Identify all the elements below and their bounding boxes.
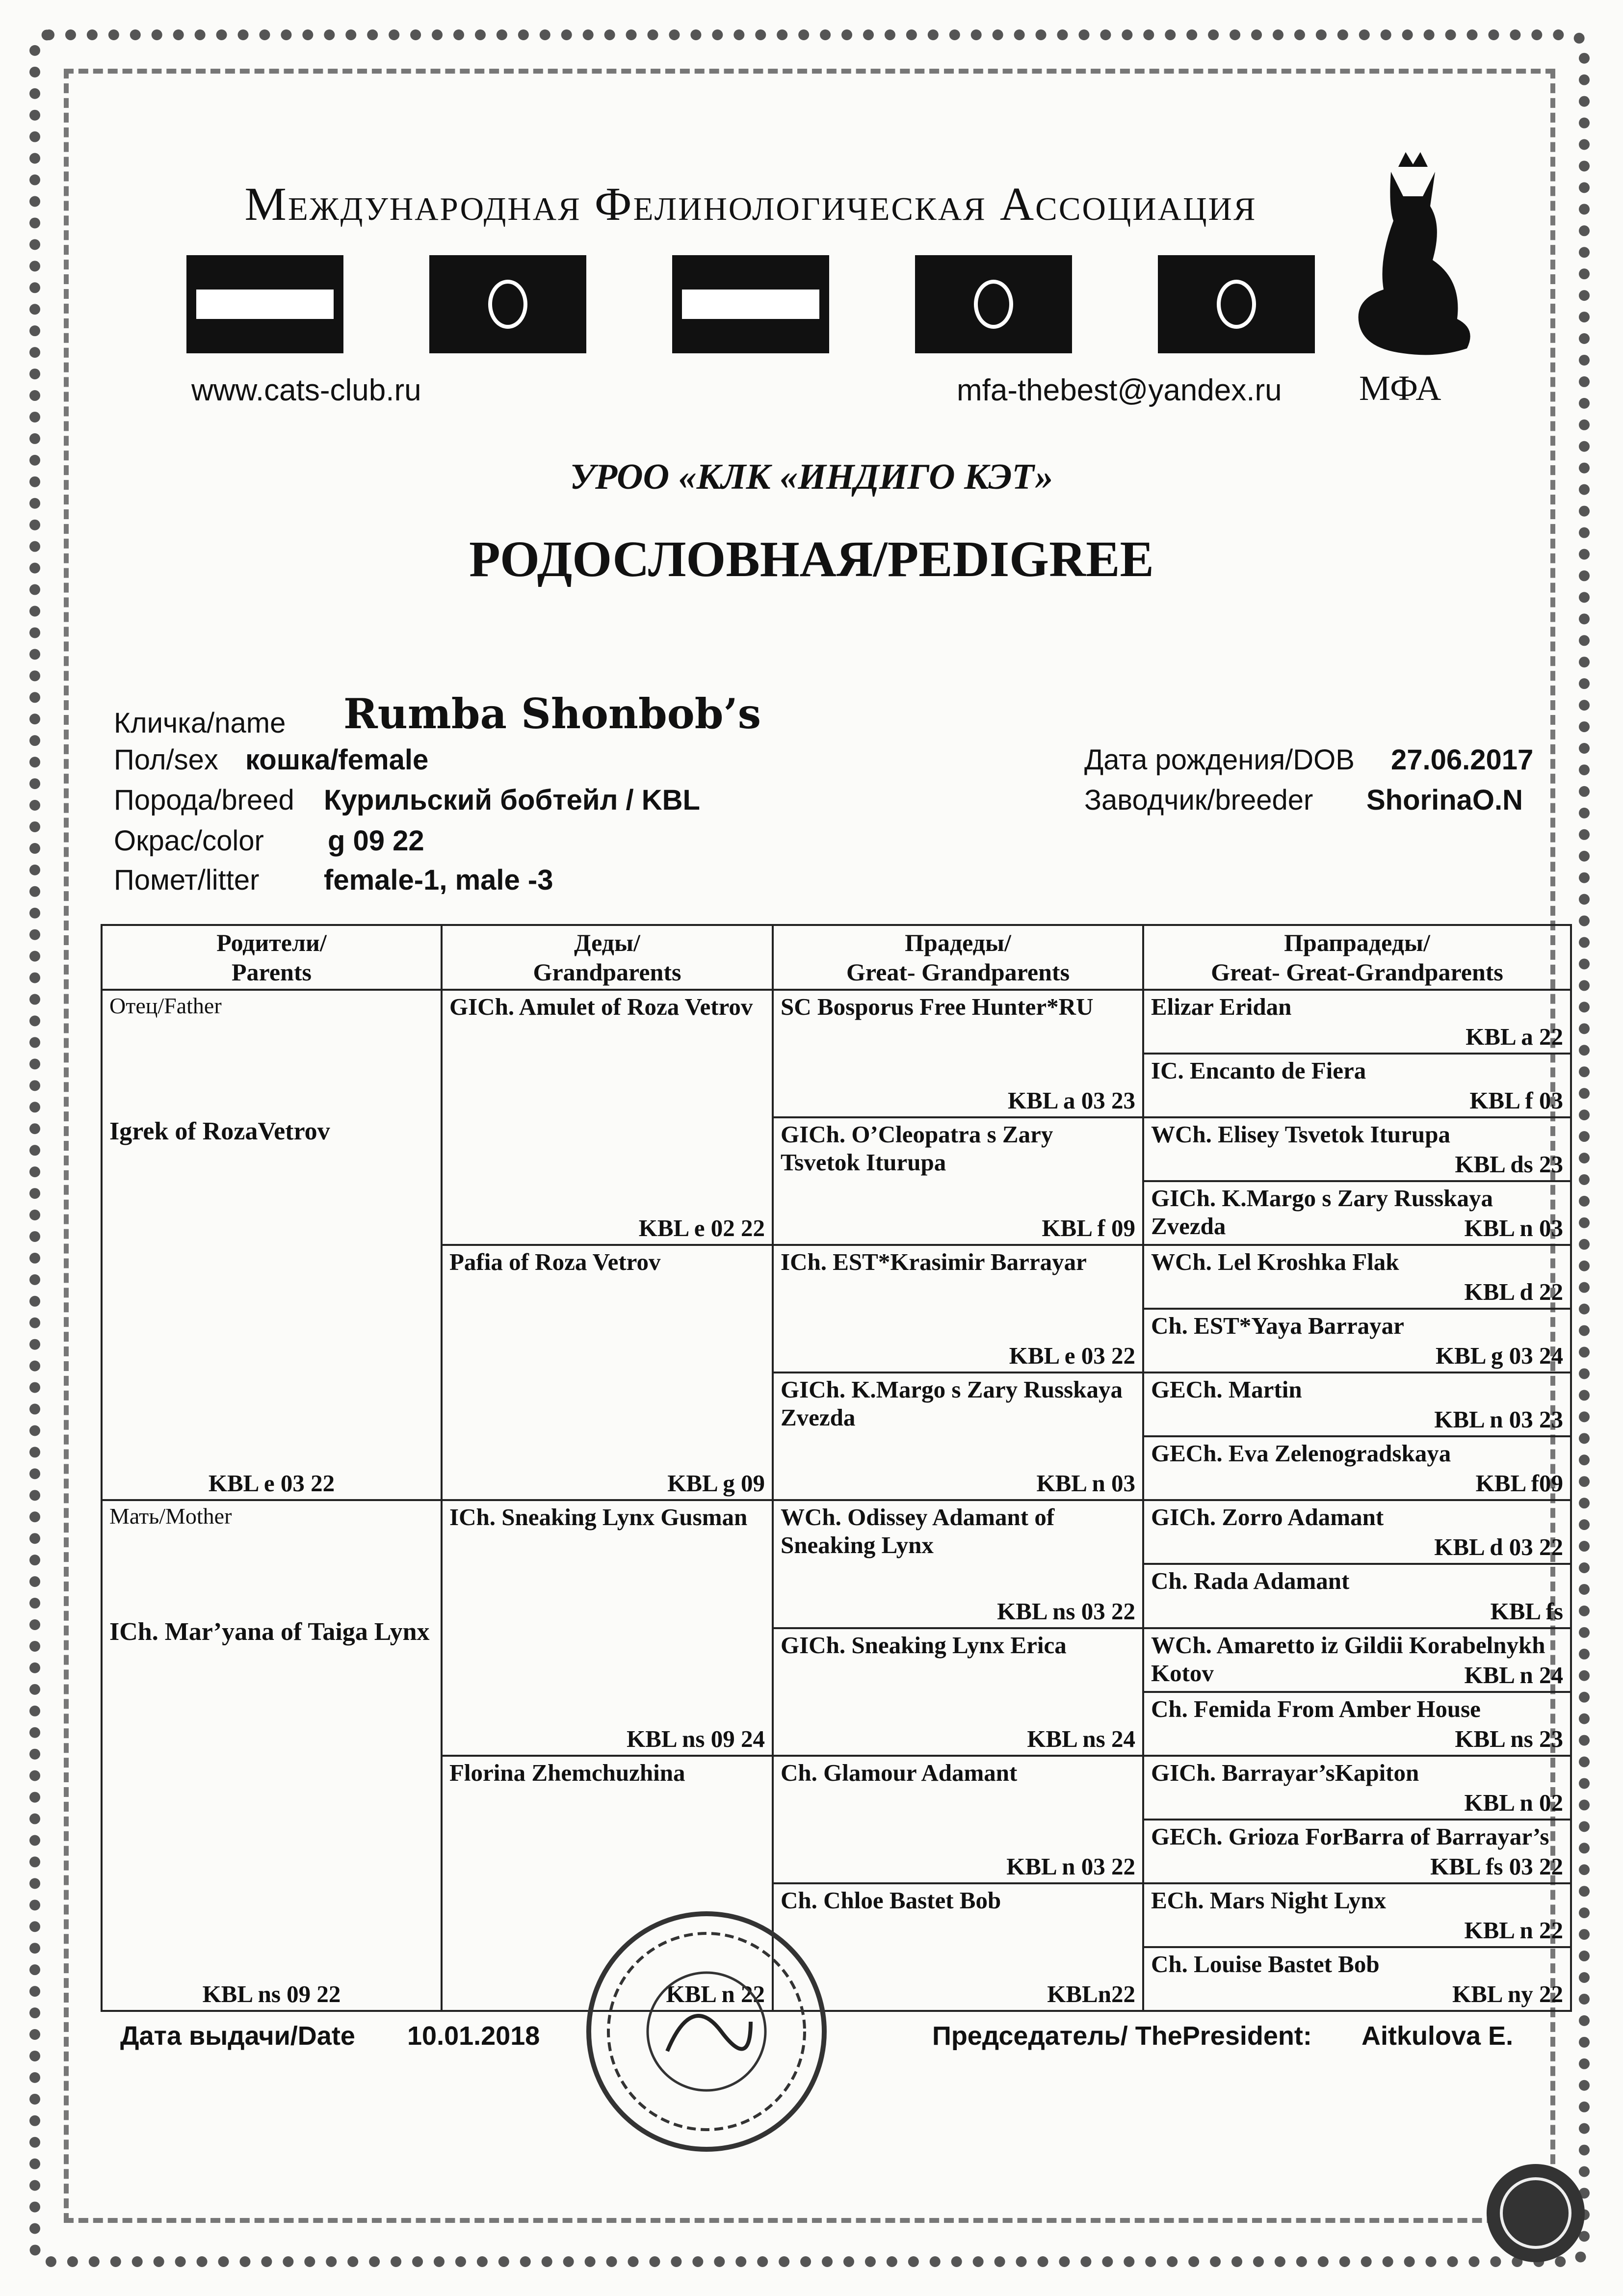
great-great-grandparent-1: Elizar Eridan KBL a 22 <box>1143 990 1571 1054</box>
document-title: РОДОСЛОВНАЯ/PEDIGREE <box>469 531 1154 587</box>
great-great-grandparent-11: WCh. Amaretto iz Gildii Korabelnykh Kotov KBL n 24 <box>1143 1628 1571 1692</box>
great-great-grandparent-7: GECh. Martin KBL n 03 23 <box>1143 1372 1571 1436</box>
flag-kyrgyzstan <box>1158 255 1315 353</box>
president-label: Председатель/ ThePresident: <box>932 2021 1312 2051</box>
organization-name: Международная Фелинологическая Ассоциация <box>244 178 1257 230</box>
great-great-grandparent-13: GICh. Barrayar’sKapiton KBL n 02 <box>1143 1756 1571 1820</box>
issue-date-label: Дата выдачи/Date <box>120 2021 355 2051</box>
grandparent-2: Pafia of Roza Vetrov KBL g 09 <box>442 1245 773 1500</box>
email: mfa-thebest@yandex.ru <box>957 373 1282 407</box>
header-great-grandparents: Прадеды/ Great- Grandparents <box>773 925 1143 990</box>
club-name: УРОО «КЛК «ИНДИГО КЭТ» <box>570 457 1053 497</box>
great-great-grandparent-2: IC. Encanto de Fiera KBL f 03 <box>1143 1054 1571 1117</box>
breeder-label: Заводчик/breeder <box>1084 784 1313 816</box>
grandparent-1: GICh. Amulet of Roza Vetrov KBL e 02 22 <box>442 990 773 1245</box>
great-grandparent-3: ICh. EST*Krasimir Barrayar KBL e 03 22 <box>773 1245 1143 1372</box>
litter-label: Помет/litter <box>114 864 260 896</box>
president-value: Aitkulova E. <box>1361 2021 1514 2051</box>
flag-russia <box>186 255 343 353</box>
flag-moldova <box>429 255 586 353</box>
great-grandparent-6: GICh. Sneaking Lynx Erica KBL ns 24 <box>773 1628 1143 1756</box>
sex-label: Пол/sex <box>114 744 218 776</box>
great-grandparent-7: Ch. Glamour Adamant KBL n 03 22 <box>773 1756 1143 1883</box>
round-seal-stamp-icon <box>579 1904 834 2159</box>
breed-label: Порода/breed <box>114 784 294 816</box>
website: www.cats-club.ru <box>191 373 421 407</box>
cat-logo-icon <box>1344 152 1482 358</box>
great-great-grandparent-12: Ch. Femida From Amber House KBL ns 23 <box>1143 1692 1571 1756</box>
great-great-grandparent-15: ECh. Mars Night Lynx KBL n 22 <box>1143 1883 1571 1947</box>
great-great-grandparent-9: GICh. Zorro Adamant KBL d 03 22 <box>1143 1500 1571 1564</box>
pedigree-table <box>101 924 1572 2012</box>
great-grandparent-1: SC Bosporus Free Hunter*RU KBL a 03 23 <box>773 990 1143 1117</box>
flag-kazakhstan <box>915 255 1072 353</box>
dob-label: Дата рождения/DOB <box>1084 744 1355 776</box>
great-grandparent-4: GICh. K.Margo s Zary Russkaya Zvezda KBL n 03 <box>773 1372 1143 1500</box>
parent-mother: Мать/Mother ICh. Mar’yana of Taiga Lynx KBL ns 09 22 <box>102 1500 442 2011</box>
great-grandparent-5: WCh. Odissey Adamant of Sneaking Lynx KBL ns 03 22 <box>773 1500 1143 1628</box>
header-great-great-grandparents: Прапрадеды/ Great- Great-Grandparents <box>1143 925 1571 990</box>
parent-father: Отец/Father Igrek of RozaVetrov KBL e 03 22 <box>102 990 442 1500</box>
great-great-grandparent-16: Ch. Louise Bastet Bob KBL ny 22 <box>1143 1947 1571 2011</box>
color-label: Окрас/color <box>114 825 264 857</box>
name-value: Rumba Shonbob’s <box>343 689 761 738</box>
flags-row <box>186 255 1315 353</box>
grandparent-4: Florina Zhemchuzhina KBL n 22 <box>442 1756 773 2011</box>
logo-text: МФА <box>1359 369 1441 408</box>
great-grandparent-8: Ch. Chloe Bastet Bob KBLn22 <box>773 1883 1143 2011</box>
great-great-grandparent-14: GECh. Grioza ForBarra of Barrayar’s KBL fs 03 22 <box>1143 1820 1571 1883</box>
great-great-grandparent-3: WCh. Elisey Tsvetok Iturupa KBL ds 23 <box>1143 1117 1571 1181</box>
litter-value: female-1, male -3 <box>324 864 553 896</box>
header-parents: Родители/ Parents <box>102 925 442 990</box>
issue-date-value: 10.01.2018 <box>407 2021 540 2051</box>
color-value: g 09 22 <box>328 825 424 857</box>
name-label: Кличка/name <box>114 707 286 739</box>
corner-stamp-icon <box>1482 2159 1590 2267</box>
great-great-grandparent-6: Ch. EST*Yaya Barrayar KBL g 03 24 <box>1143 1309 1571 1372</box>
breeder-value: ShorinaO.N <box>1366 784 1523 816</box>
grandparent-3: ICh. Sneaking Lynx Gusman KBL ns 09 24 <box>442 1500 773 1755</box>
great-great-grandparent-8: GECh. Eva Zelenogradskaya KBL f09 <box>1143 1436 1571 1500</box>
great-great-grandparent-10: Ch. Rada Adamant KBL fs <box>1143 1564 1571 1628</box>
breed-value: Курильский бобтейл / KBL <box>324 784 700 816</box>
sex-value: кошка/female <box>245 744 429 776</box>
flag-belarus <box>672 255 829 353</box>
great-great-grandparent-5: WCh. Lel Kroshka Flak KBL d 22 <box>1143 1245 1571 1309</box>
great-grandparent-2: GICh. O’Cleopatra s Zary Tsvetok Iturupa KBL f 09 <box>773 1117 1143 1245</box>
header-grandparents: Деды/ Grandparents <box>442 925 773 990</box>
dob-value: 27.06.2017 <box>1391 744 1534 776</box>
great-great-grandparent-4: GICh. K.Margo s Zary Russkaya Zvezda KBL n 03 <box>1143 1181 1571 1245</box>
